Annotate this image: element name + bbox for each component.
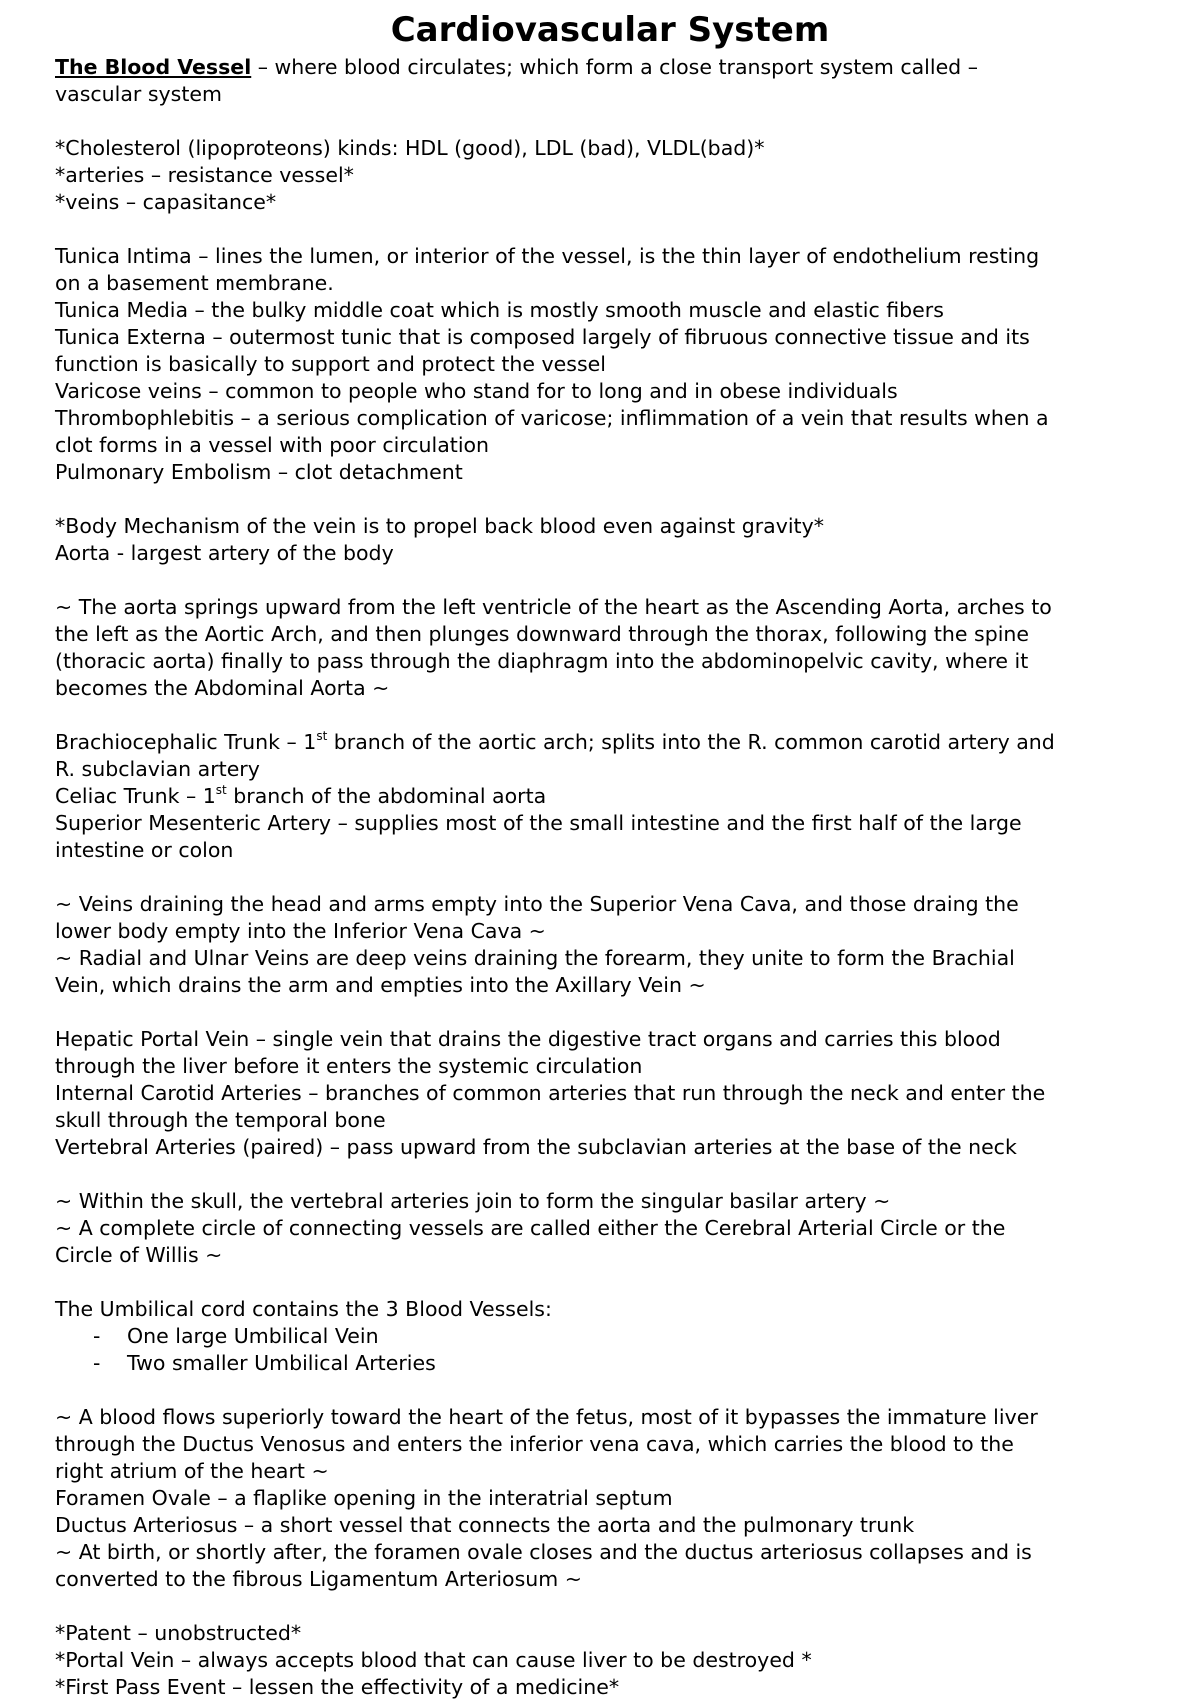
skull-line: ~ A complete circle of connecting vessels are called either the Cerebral Arterial Circle or the: [55, 1216, 1006, 1240]
fetal-line: ~ A blood flows superiorly toward the heart of the fetus, most of it bypasses the immature liver: [55, 1405, 1038, 1429]
dash-bullet: -: [93, 1324, 101, 1348]
document-body: [55, 54, 1165, 1701]
tunic-line: on a basement membrane.: [55, 271, 334, 295]
final-note-line: *Patent – unobstructed*: [55, 1621, 302, 1645]
aorta-para-line: (thoracic aorta) finally to pass through the diaphragm into the abdominopelvic cavity, where it: [55, 649, 1029, 673]
note-line: *veins – capasitance*: [55, 190, 277, 214]
final-note-line: *Portal Vein – always accepts blood that can cause liver to be destroyed *: [55, 1648, 812, 1672]
list-item: - One large Umbilical Vein: [93, 1324, 379, 1348]
note-line: *arteries – resistance vessel*: [55, 163, 354, 187]
page-title: Cardiovascular System: [390, 10, 830, 50]
fetal-line: right atrium of the heart ~: [55, 1459, 329, 1483]
blood-vessel-heading: The Blood Vessel: [55, 55, 252, 79]
veins-para-line: ~ Radial and Ulnar Veins are deep veins draining the forearm, they unite to form the Brachial: [55, 946, 1015, 970]
aorta-para-line: the left as the Aortic Arch, and then plunges downward through the thorax, following the spine: [55, 622, 1030, 646]
fetal-line: ~ At birth, or shortly after, the foramen ovale closes and the ductus arteriosus collapses and is: [55, 1540, 1032, 1564]
fetal-line: Foramen Ovale – a flaplike opening in the interatrial septum: [55, 1486, 673, 1510]
skull-line: Circle of Willis ~: [55, 1243, 223, 1267]
fetal-line: converted to the fibrous Ligamentum Arteriosum ~: [55, 1567, 582, 1591]
tunic-line: clot forms in a vessel with poor circulation: [55, 433, 490, 457]
celiac-line: Celiac Trunk – 1st branch of the abdominal aorta: [55, 783, 547, 808]
tunic-line: Thrombophlebitis – a serious complication of varicose; inflimmation of a vein that results when a: [55, 406, 1049, 430]
note-line: *Cholesterol (lipoproteons) kinds: HDL (good), LDL (bad), VLDL(bad)*: [55, 136, 765, 160]
sma-line: Superior Mesenteric Artery – supplies most of the small intestine and the first half of the large: [55, 811, 1022, 835]
veins-para-line: Vein, which drains the arm and empties into the Axillary Vein ~: [55, 973, 706, 997]
list-item: - Two smaller Umbilical Arteries: [93, 1351, 436, 1375]
hepatic-line: through the liver before it enters the systemic circulation: [55, 1054, 643, 1078]
umbilical-intro: The Umbilical cord contains the 3 Blood Vessels:: [55, 1297, 552, 1321]
sma-line-2: intestine or colon: [55, 838, 234, 862]
skull-line: ~ Within the skull, the vertebral arteries join to form the singular basilar artery ~: [55, 1189, 891, 1213]
hepatic-line: skull through the temporal bone: [55, 1108, 386, 1132]
intro-line-1: The Blood Vessel – where blood circulates; which form a close transport system called –: [55, 55, 978, 79]
aorta-para-line: ~ The aorta springs upward from the left ventricle of the heart as the Ascending Aorta, arches to: [55, 595, 1052, 619]
fetal-line: Ductus Arteriosus – a short vessel that connects the aorta and the pulmonary trunk: [55, 1513, 915, 1537]
brachiocephalic-line-2: R. subclavian artery: [55, 757, 260, 781]
final-note-line: *First Pass Event – lessen the effectivity of a medicine*: [55, 1675, 620, 1699]
dash-bullet: -: [93, 1351, 101, 1375]
veins-para-line: lower body empty into the Inferior Vena Cava ~: [55, 919, 546, 943]
tunic-line: Varicose veins – common to people who stand for to long and in obese individuals: [55, 379, 898, 403]
tunic-line: Pulmonary Embolism – clot detachment: [55, 460, 463, 484]
brachiocephalic-line: Brachiocephalic Trunk – 1st branch of the aortic arch; splits into the R. common carotid artery and: [55, 729, 1055, 754]
intro-line-2: vascular system: [55, 82, 222, 106]
tunic-line: Tunica Externa – outermost tunic that is composed largely of fibruous connective tissue and its: [55, 325, 1030, 349]
aorta-note-line: Aorta - largest artery of the body: [55, 541, 394, 565]
document-page: [55, 0, 1165, 1701]
hepatic-line: Vertebral Arteries (paired) – pass upward from the subclavian arteries at the base of the neck: [55, 1135, 1017, 1159]
hepatic-line: Hepatic Portal Vein – single vein that drains the digestive tract organs and carries this blood: [55, 1027, 1001, 1051]
aorta-para-line: becomes the Abdominal Aorta ~: [55, 676, 390, 700]
tunic-line: Tunica Intima – lines the lumen, or interior of the vessel, is the thin layer of endothelium resting: [55, 244, 1040, 268]
veins-para-line: ~ Veins draining the head and arms empty into the Superior Vena Cava, and those draing the: [55, 892, 1019, 916]
tunic-line: Tunica Media – the bulky middle coat which is mostly smooth muscle and elastic fibers: [55, 298, 944, 322]
tunic-line: function is basically to support and protect the vessel: [55, 352, 606, 376]
hepatic-line: Internal Carotid Arteries – branches of common arteries that run through the neck and enter the: [55, 1081, 1046, 1105]
aorta-note-line: *Body Mechanism of the vein is to propel back blood even against gravity*: [55, 514, 824, 538]
fetal-line: through the Ductus Venosus and enters the inferior vena cava, which carries the blood to the: [55, 1432, 1014, 1456]
